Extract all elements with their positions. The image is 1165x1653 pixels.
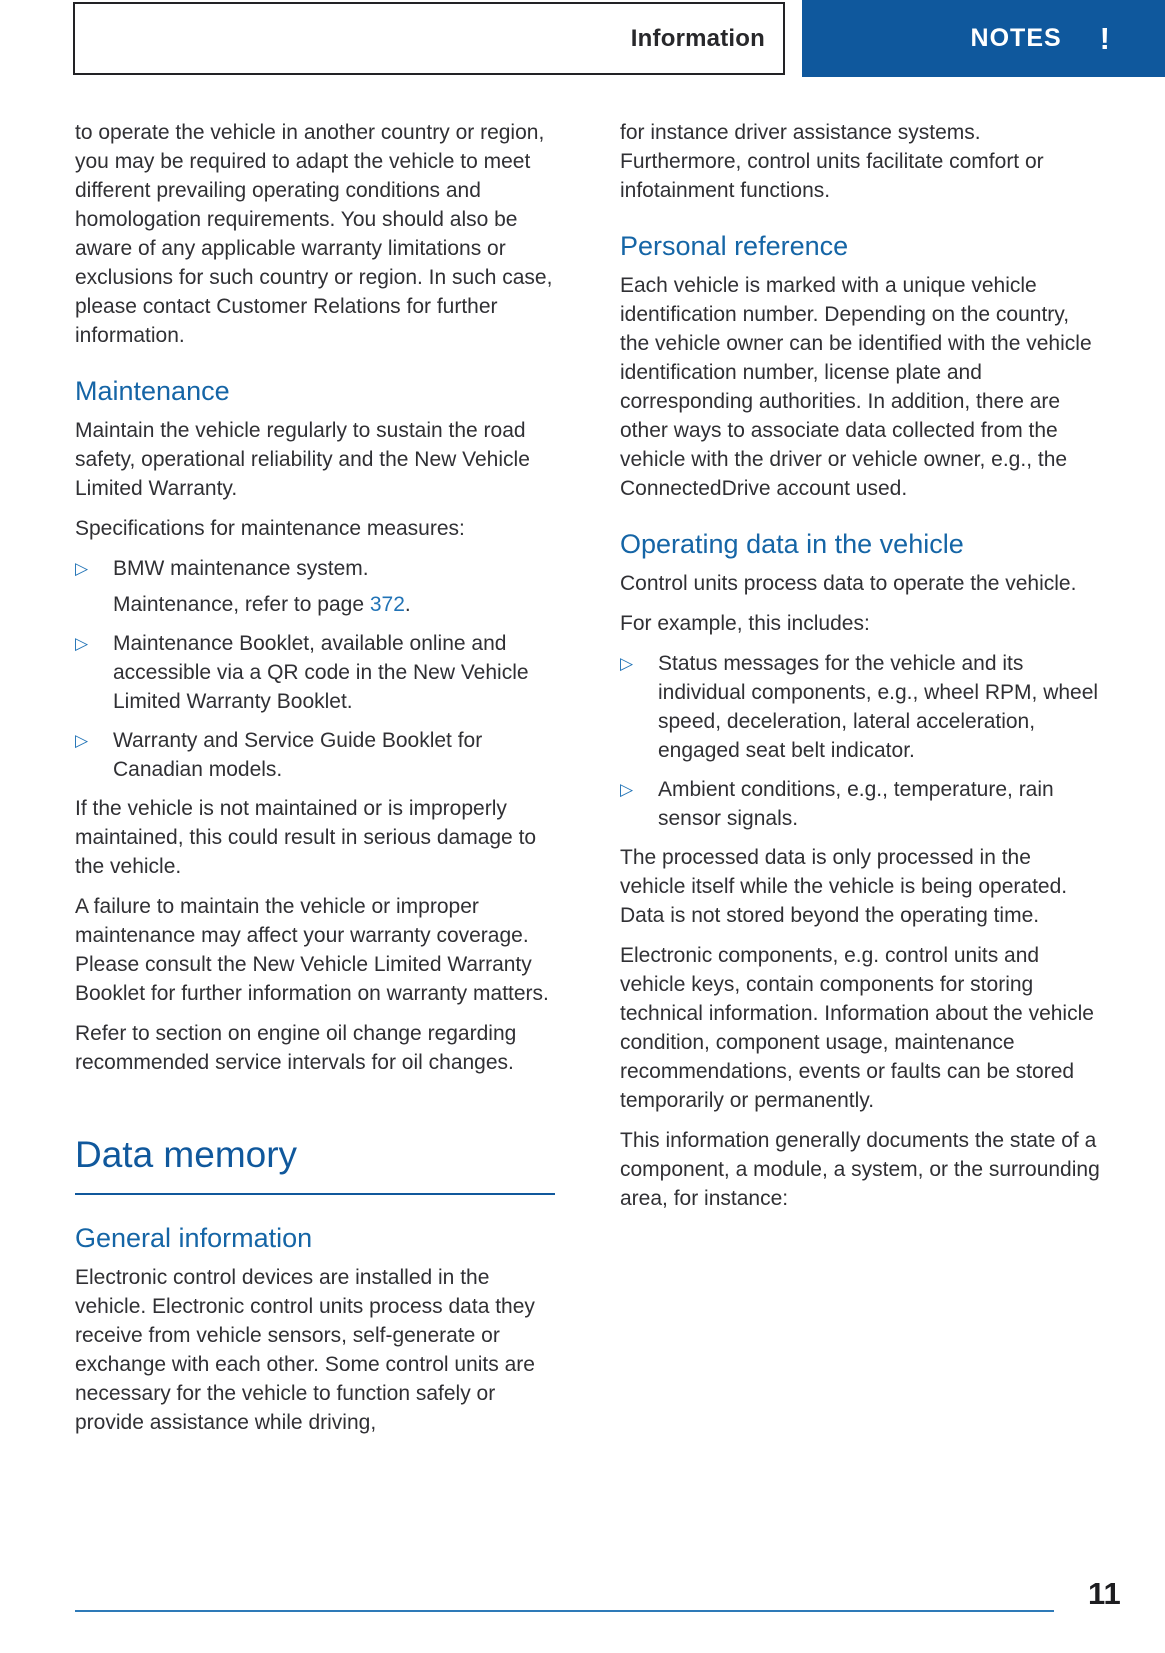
- heading-data-memory: Data memory: [75, 1133, 555, 1195]
- paragraph: Refer to section on engine oil change regarding recommended service intervals for oil changes.: [75, 1022, 517, 1074]
- subline-text: Maintenance, refer to page: [113, 593, 370, 616]
- operating-data-list: [620, 649, 1100, 833]
- page-number: 11: [1088, 1576, 1121, 1611]
- maintenance-list: [75, 554, 555, 784]
- paragraph: For example, this includes:: [620, 612, 870, 635]
- heading-operating-data: Operating data in the vehicle: [620, 529, 964, 559]
- notes-label: NOTES: [970, 24, 1062, 52]
- paragraph-continuation: for instance driver assistance systems. Furthermore, control units facilitate comfort or infotainment functions.: [620, 121, 1044, 202]
- list-item: [75, 629, 555, 716]
- exclamation-icon: !: [1099, 20, 1110, 56]
- triangle-bullet-icon: ▷: [620, 780, 634, 799]
- two-column-body: [75, 118, 1100, 1448]
- page-reference-link[interactable]: 372: [369, 593, 405, 616]
- subline-period: .: [404, 593, 411, 616]
- paragraph: Each vehicle is marked with a unique vehicle identification number. Depending on the country, the vehicle owner can be identified with the vehicle identification number, license plate and corresponding authorities. In addition, there are other ways to associate data collected from the vehicle with the driver or vehicle owner, e.g., the ConnectedDrive account used.: [620, 274, 1092, 500]
- paragraph: Electronic components, e.g. control units and vehicle keys, contain components for storing technical information. Information about the vehicle condition, component usage, maintenance recommendations, events or faults can be stored temporarily or permanently.: [620, 944, 1094, 1112]
- section-tab: [73, 2, 785, 75]
- left-column: [75, 118, 555, 1448]
- list-item-subline: [113, 590, 555, 619]
- paragraph: If the vehicle is not maintained or is improperly maintained, this could result in serious damage to the vehicle.: [75, 797, 537, 878]
- list-item: [620, 775, 1100, 833]
- paragraph: This information generally documents the state of a component, a module, a system, or the surrounding area, for instance:: [620, 1129, 1100, 1210]
- list-item-text: Status messages for the vehicle and its individual components, e.g., wheel RPM, wheel speed, deceleration, lateral acceleration, engaged seat belt indicator.: [658, 652, 1099, 762]
- list-item-text: [113, 554, 555, 619]
- section-tab-label: Information: [630, 24, 765, 52]
- list-item: [620, 649, 1100, 765]
- heading-personal-reference: Personal reference: [620, 231, 849, 261]
- paragraph: Control units process data to operate the vehicle.: [620, 572, 1077, 595]
- list-item-line: BMW maintenance system.: [113, 557, 369, 580]
- triangle-bullet-icon: ▷: [75, 559, 89, 578]
- paragraph: A failure to maintain the vehicle or improper maintenance may affect your warranty coverage. Please consult the New Vehicle Limited Warranty Booklet for further information on warranty matters.: [75, 895, 549, 1005]
- list-item-text: Maintenance Booklet, available online and accessible via a QR code in the New Vehicle Limited Warranty Booklet.: [113, 632, 529, 713]
- triangle-bullet-icon: ▷: [75, 731, 89, 750]
- notes-banner: [802, 0, 1165, 77]
- heading-maintenance: Maintenance: [75, 376, 230, 406]
- paragraph: The processed data is only processed in the vehicle itself while the vehicle is being operated. Data is not stored beyond the operating time.: [620, 846, 1068, 927]
- triangle-bullet-icon: ▷: [75, 634, 89, 653]
- list-item: [75, 726, 555, 784]
- list-item-text: Warranty and Service Guide Booklet for Canadian models.: [113, 729, 483, 781]
- list-item-text: Ambient conditions, e.g., temperature, rain sensor signals.: [658, 778, 1054, 830]
- footer-rule: [75, 1610, 1054, 1612]
- paragraph: Maintain the vehicle regularly to sustain the road safety, operational reliability and the New Vehicle Limited Warranty.: [75, 419, 530, 500]
- list-item: [75, 554, 555, 619]
- paragraph-intro: to operate the vehicle in another country or region, you may be required to adapt the vehicle to meet different prevailing operating conditions and homologation requirements. You should also be aware of any applicable warranty limitations or exclusions for such country or region. In such case, please contact Customer Relations for further information.: [75, 121, 553, 347]
- paragraph: Electronic control devices are installed in the vehicle. Electronic control units process data they receive from vehicle sensors, self-generate or exchange with each other. Some control units are necessary for the vehicle to function safely or provide assistance while driving,: [75, 1266, 535, 1434]
- right-column: [620, 118, 1100, 1448]
- triangle-bullet-icon: ▷: [620, 654, 634, 673]
- paragraph: Specifications for maintenance measures:: [75, 517, 465, 540]
- heading-general-information: General information: [75, 1223, 313, 1253]
